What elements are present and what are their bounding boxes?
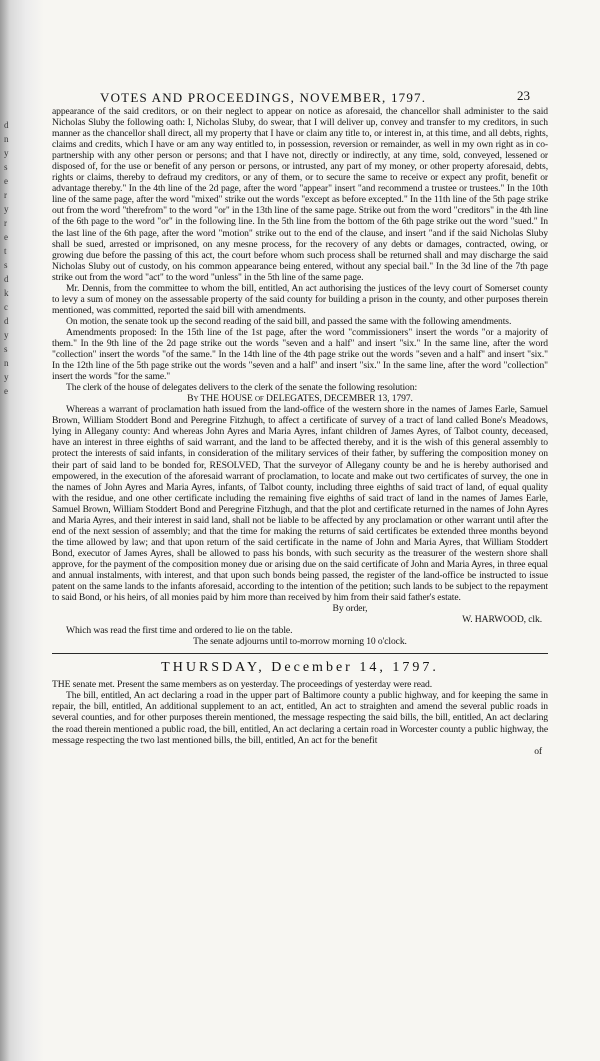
margin-fragment: d (4, 316, 9, 326)
margin-fragment: c (4, 302, 8, 312)
margin-fragment: d (4, 120, 9, 130)
margin-fragment: e (4, 232, 8, 242)
margin-fragment: s (4, 162, 8, 172)
paragraph: On motion, the senate took up the second reading of the said bill, and passed the same with the following amendments. (66, 315, 512, 327)
margin-fragment: y (4, 372, 9, 382)
margin-fragment: y (4, 148, 9, 158)
margin-fragment: y (4, 330, 9, 340)
paragraph: THE senate met. Present the same members as on yesterday. The proceedings of yesterday were read. (52, 679, 433, 691)
by-order: By order, (332, 603, 368, 615)
paragraph: Amendments proposed: In the 15th line of the 1st page, after the word "commissioners" insert the words "or a majority of them." In the 9th line of the 2d page strike out the words "seven and a half" and insert "six." In the same line, after the word "collection" insert the words "of the same." In the 14th line of the 4th page strike out the words "seven and a half" and insert "six." In the 12th line of the 5th page strike out the words "seven and a half" and insert "six." In the same line, after the word "collection" insert the words "for the same." (52, 326, 548, 383)
margin-fragment: s (4, 260, 8, 270)
section-rule (52, 653, 548, 654)
clerk-signature: W. HARWOOD, clk. (462, 614, 542, 626)
paragraph: Mr. Dennis, from the committee to whom the bill, entitled, An act authorising the justices of the levy court of Somerset county to levy a sum of money on the assessable property of the said county for building a prison in the county, and other purposes therein mentioned, was committed, reported the said bill with amendments. (52, 282, 548, 316)
margin-fragment: n (4, 358, 9, 368)
day-heading: THURSDAY, December 14, 1797. (161, 660, 439, 676)
margin-fragment: t (4, 246, 7, 256)
margin-fragment: s (4, 344, 8, 354)
margin-fragment: e (4, 386, 8, 396)
paragraph: Which was read the first time and ordered to lie on the table. (66, 625, 293, 637)
margin-fragment: d (4, 274, 9, 284)
margin-fragment: e (4, 176, 8, 186)
margin-fragment: r (4, 190, 7, 200)
adjournment: The senate adjourns until to-morrow morning 10 o'clock. (193, 636, 407, 648)
paragraph: appearance of the said creditors, or on their neglect to appear on notice as aforesaid, the chancellor shall administer to the said Nicholas Sluby the following oath: I, Nicholas Sluby, do swear, that I will deliver up, convey and transfer to my creditors, in such manner as the chancellor shall direct, all my property that I have or claim any title to, or interest in, at this time, and all debts, rights, claims and credits, which I have or am any way entitled to, in possession, reversion or remainder, as well in my own right as in co-partnership with any other person or persons; and that I have not, directly or indirectly, at any time, sold, conveyed, lessened or disposed of, for the use or benefit of any person or persons, or intrusted, any part of my money, or other property aforesaid, debts, rights or claims, thereby to defraud my creditors, or any of them, or to secure the same to receive or expect any profit, benefit or advantage thereby." In the 4th line of the 2d page, after the word "appear" insert "and recommend a trustee or trustees." In the 10th line of the same page, after the word "mixed" strike out the words "except as before excepted." In the 11th line of the 5th page strike out from the word "therefrom" to the word "or" in the 13th line of the same page. Strike out from the word "creditors" in the 4th line of the 6th page to the word "or" in the following line. In the 5th line from the bottom of the 6th page strike out the word "sued." In the last line of the 6th page, after the word "motion" strike out to the end of the clause, and insert "and if the said Nicholas Sluby shall be sued, arrested or imprisoned, on any mesne process, for the recovery of any debts or damages, contracted, owing, or growing due before the passing of this act, the court before whom such process shall be returned shall and may discharge the said Nicholas Sluby out of custody, on his common appearance being entered, without any special bail." In the 3d line of the 7th page strike out from the word "act" to the word "unless" in the 5th line of the same page. (52, 106, 548, 283)
margin-fragment: r (4, 218, 7, 228)
paragraph: The bill, entitled, An act declaring a road in the upper part of Baltimore county a public highway, and for keeping the same in repair, the bill, entitled, An additional supplement to an act, entitled, An act to straighten and amend the several public roads in several counties, and for other purposes therein mentioned, the message respecting the said bills, the bill, entitled, An act declaring the road therein mentioned a public road, the bill, entitled, An act declaring a certain road in Worcester county a public highway, the message respecting the two last mentioned bills, the bill, entitled, An act for the benefit (52, 690, 548, 746)
resolution-body: Whereas a warrant of proclamation hath issued from the land-office of the western shore in the names of James Earle, Samuel Brown, William Stoddert Bond and Peregrine Fitzhugh, to affect a certificate of survey of a tract of land called Bone's Meadows, lying in Allegany county: And whereas John Ayres and Maria Ayres, infant children of James Ayres, of Talbot county, deceased, have an interest in three eighths of said warrant, and the land to be affected thereby, and it is the wish of this general assembly to protect the interests of said infants, in consideration of the military services of their father, by suffering the composition money on their part of said land to be bonded for, RESOLVED, That the surveyor of Allegany county be and he is hereby authorised and empowered, in the execution of the aforesaid warrant of proclamation, to locate and make out two certificates of survey, the one in the names of John Ayres and Maria Ayres, infants, of Talbot county, including three eighths of said tract of land, of equal quality with the residue, and one other certificate including the remaining five eighths of said tract of land in the names of James Earle, Samuel Brown, William Stoddert Bond and Peregrine Fitzhugh, and that the plot and certificate returned in the names of John Ayres and Maria Ayres, and their interest in said land, shall not be liable to be affected by any proclamation or other warrant until after the end of the next session of assembly; and that the time for making the returns of said certificates be extended three months beyond the time allowed by law; and that upon return of the said certificate in the name of John and Maria Ayres, that William Stoddert Bond, executor of James Ayres, shall be allowed to pass his bonds, with such security as the treasurer of the western shore shall approve, for the payment of the composition money due or arising due on the said certificate of John and Maria Ayres, in three equal and annual instalments, with interest, and that upon such bonds being passed, the register of the land-office be instructed to issue patent on the same lands to the infants aforesaid, according to the intention of the petition; such lands to be subject to the repayment to said Bond, or his heirs, of all monies paid by him more than received by him from their said father's estate. (52, 404, 548, 604)
resolution-heading: By THE HOUSE of DELEGATES, DECEMBER 13, 1797. (187, 393, 413, 405)
running-header: VOTES AND PROCEEDINGS, NOVEMBER, 1797. (100, 90, 427, 105)
margin-fragment: k (4, 288, 9, 298)
margin-fragment: n (4, 134, 9, 144)
left-margin-fragments (4, 118, 16, 398)
page-number: 23 (517, 88, 530, 103)
paragraph: The clerk of the house of delegates delivers to the clerk of the senate the following resolution: (66, 382, 418, 394)
margin-fragment: y (4, 204, 9, 214)
catchword: of (534, 745, 542, 757)
page-body (52, 106, 548, 757)
